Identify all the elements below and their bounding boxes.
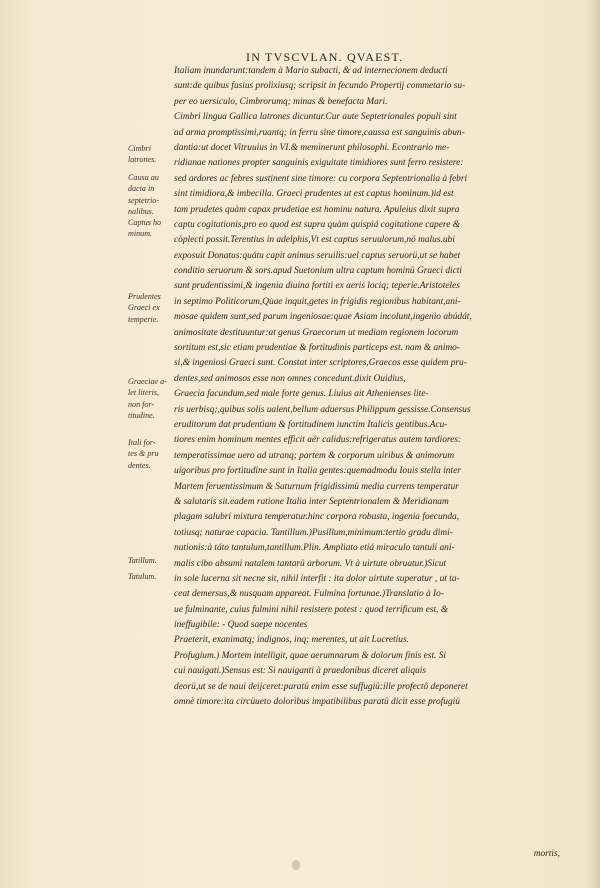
margin-note-line: Graeciae a- (128, 377, 167, 386)
text-line: per eo uersiculo, Cimbrorumq; minas & benefacta Mari. (174, 96, 388, 107)
margin-note (128, 172, 178, 218)
text-line: ridianae nationes propter sanguinis exiguitate timidiores sunt ferro resistere: (174, 158, 464, 169)
margin-note (128, 143, 178, 166)
margin-note-line: latrones. (128, 155, 157, 165)
text-line: sint timidiora,& imbecilla. Graeci prudentes ut est captus hominum.)id est (174, 189, 454, 200)
text-line: uigoribus pro fortitudine sunt in Italia gentes:quemadmodu Iouis stella inter (174, 466, 461, 477)
margin-note-line: non for- (128, 399, 155, 409)
text-line: si,& ingeniosi Graeci sunt. Constat inter scriptores,Graecos esse quidem pru- (174, 358, 467, 369)
text-line: tam prudetes quàm capax prudetiae est hominu natura. Apuleius dixit supra (174, 204, 460, 215)
text-line: Graecia facundum,sed male forte genus. Liuius ait Athenienses lite- (174, 389, 429, 400)
text-line: dentes,sed animosos esse non omnes concedunt.dixit Ouidius, (174, 373, 406, 384)
margin-note-line: dacia in (128, 184, 155, 194)
margin-note-line: titudine. (128, 411, 155, 421)
margin-note-line: Tatulum. (128, 572, 157, 581)
text-line: in sole lucerna sit necne sit, nihil interfit : ita dolor uirtute superatur , ut ta- (174, 573, 460, 584)
margin-note (128, 555, 178, 566)
margin-note (128, 217, 178, 240)
text-line: ad arma promptissimi,ruantq; in ferru sine timore,caussa est sanguinis abun- (174, 127, 465, 138)
text-line: conditio seruorum & sors.apud Suetonium ultra captum hominü Graeci dicti (174, 266, 463, 277)
text-line: cui nauigati.)Sensus est: Si nauiganti à praedonibus diceret aliquis (174, 666, 426, 677)
catchword: mortis, (533, 849, 560, 859)
margin-note-line: Causa au (128, 173, 159, 182)
margin-note-line: tes & pru (128, 449, 159, 459)
running-header: IN TVSCVLAN. QVAEST. (246, 50, 404, 64)
margin-note (128, 291, 178, 325)
text-line: animositate destituuntur:at genus Graecorum ut mediam regionem locorum (174, 327, 459, 338)
margin-note-line: temperie. (128, 314, 159, 324)
margin-note-line: minum. (128, 229, 153, 239)
text-line: sunt prudentissimi,& ingenia diuina fortiti ex aeris lociq; teperie.Aristoteles (174, 281, 460, 292)
margin-note-line: Cimbri (128, 144, 151, 153)
text-line: temperatissimae uero ad utranq; partem & corporum uiribus & animorum (174, 450, 455, 461)
text-line: captu cogitationis,pro eo quod est supra quàm quispiá cogitatione capere & (174, 219, 460, 230)
margin-note (128, 376, 178, 422)
text-line: Profugium.) Mortem intelligit, quae aerumnarum & dolorum finis est. Si (174, 650, 447, 661)
text-line: malis cibo absumi natalem tantarü arborum. Vt à uirtute obruatur.)Sicut (174, 558, 447, 569)
text-line: sed ardores ac febres sustinent sine timore: cu corpora Septentrionalia à febri (174, 173, 468, 184)
text-line: ceat demersus,& nusquam appareat. Fulmina fortunae.)Translatio à Io- (174, 589, 444, 600)
main-text-block (174, 64, 552, 710)
text-line: in septimo Politicorum,Quae inquit,getes in frigidis regionibus habitant,ani- (174, 296, 461, 307)
paper-stain (292, 860, 300, 870)
margin-note-line: Prudentes (128, 292, 161, 301)
text-line: totiusq; naturae capacia. Tantillum.)Pusillum,minimum:tertio gradu dimi- (174, 527, 453, 538)
text-line: mosae quidem sunt,sed parum ingeniosae:quae Asiam incolunt,ingenio abúdát, (174, 312, 472, 323)
margin-note-line: Tatillum. (128, 556, 157, 565)
text-line: eruditorum dat prudentiam & fortitudinem iunctim Italicis gentibus.Acu- (174, 419, 448, 430)
margin-note-line: let literis, (128, 388, 160, 398)
text-line: sunt:de quibus fusius prolixiusq; scripsit in fecundo Propertij commetario su- (174, 81, 466, 92)
margin-note-line: dentes. (128, 460, 151, 470)
margin-note (128, 437, 178, 471)
text-line: Praeterit, exanimatq; indignos, inq; merentes, ut ait Lucretius. (174, 635, 409, 646)
text-line: omnë timore:ita circüueto doloribus impatibilibus paratü dicit esse profugiü (174, 697, 460, 708)
margin-note (128, 571, 178, 582)
text-line: nutionis:à táto tantulum,tantillum.Plin. Ampliato etiá miraculo tantuli ani- (174, 543, 455, 554)
text-line: Martem feruentissimum & Saturnum frigidissimü media currens temperatur (174, 481, 459, 492)
margin-note-line: septetrio- (128, 195, 160, 205)
text-line: plagam salubri mixtura temperatur.hinc corpora robusta, ingenia foecunda, (174, 512, 460, 523)
text-line: sortitum est,sic etiam prudentiae & fortitudinis particeps est. nam & animo- (174, 343, 460, 354)
margin-note-line: Captus ho (128, 218, 162, 227)
text-line: dantia:ut docet Vitruuius in VI.& meminerunt philosophi. Econtrario me- (174, 142, 450, 153)
margin-note-line: Itali for- (128, 438, 156, 447)
text-line: Italiam inundarunt:tandem à Mario subacti, & ad internecionem deducti (174, 66, 448, 76)
text-line: deorü,ut se de naui deijceret:paratü enim esse suffugiü:ille profectô deponeret (174, 681, 468, 692)
text-line: ris uerbisq;,quibus solis ualent,bellum aduersus Philippum gessisse.Consensus (174, 404, 471, 415)
text-line: cöplecti possit.Terentius in adelphis,Vt est captus seruulorum,nö malus.ubi (174, 235, 455, 246)
text-line: ue fulminante, cuius fulmini nihil resistere potest : quod terrificum est, & (174, 604, 449, 615)
text-line: Cimbri lingua Gallica latrones dicuntur.Cur aute Septetrionales populi sint (174, 112, 457, 123)
page-edge-shadow (586, 0, 600, 888)
margin-note-line: nalibus. (128, 207, 154, 217)
text-line: tiores enim hominum mentes efficit aër calidus:refrigeratus autem tardiores: (174, 435, 462, 446)
text-line: & salutaris sit.eadem ratione Italia inter Septentrionalem & Meridianam (174, 496, 449, 507)
margin-note-line: Graeci ex (128, 303, 160, 313)
text-line: ineffugibile: - Quod saepe nocentes (174, 620, 308, 631)
text-line: exposuit Donatus:quátu capit animus seruilis:uel captus seruorü,ut se habet (174, 250, 461, 261)
